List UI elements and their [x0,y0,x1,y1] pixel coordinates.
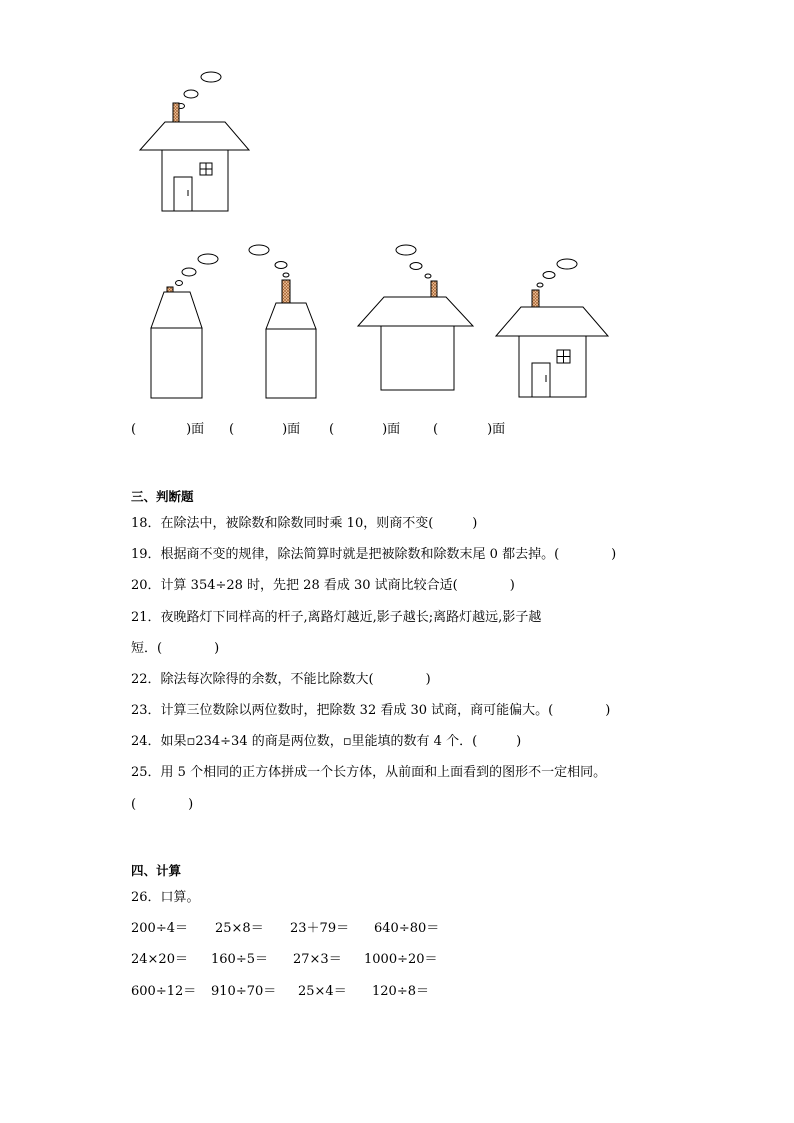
roof [140,122,249,150]
chimney [282,280,290,304]
smoke-puff [543,272,555,279]
calc-item[interactable]: 24×20＝ [131,952,188,967]
question-20[interactable]: 20．计算 354÷28 时，先把 28 看成 30 试商比较合适( ) [131,578,515,593]
wall [519,336,586,397]
calc-item[interactable]: 25×4＝ [298,984,347,999]
question-21[interactable]: 21．夜晚路灯下同样高的杆子,离路灯越近,影子越长;离路灯越远,影子越 [131,610,542,625]
smoke-puff [396,245,416,255]
calc-item[interactable]: 640÷80＝ [374,921,440,936]
calc-item[interactable]: 600÷12＝ [131,984,197,999]
question-26: 26．口算。 [131,890,200,905]
smoke-puff [425,274,431,278]
calc-item[interactable]: 27×3＝ [293,952,342,967]
view-house-2 [249,245,316,398]
view-label-4: ( )面 [433,422,506,437]
reference-house [140,72,249,211]
calc-item[interactable]: 910÷70＝ [211,984,277,999]
wall [381,326,454,390]
view-label-1: ( )面 [131,422,205,437]
view-label-3: ( )面 [329,422,401,437]
view-house-3 [358,245,473,390]
chimney [431,281,437,297]
house-figures [0,0,794,450]
smoke-puff [557,259,577,269]
question-18[interactable]: 18．在除法中，被除数和除数同时乘 10，则商不变( ) [131,516,478,531]
calc-item[interactable]: 23＋79＝ [290,921,350,936]
roof-side [266,303,316,329]
section-heading-judgement: 三、判断题 [131,489,194,504]
wall [151,328,202,398]
calc-item[interactable]: 1000÷20＝ [364,952,438,967]
question-19[interactable]: 19．根据商不变的规律，除法简算时就是把被除数和除数末尾 0 都去掉。( ) [131,547,617,562]
wall [162,150,228,211]
smoke-puff [182,268,196,276]
calc-item[interactable]: 120÷8＝ [372,984,429,999]
view-house-4 [496,259,608,397]
question-24[interactable]: 24．如果▫234÷34 的商是两位数，▫里能填的数有 4 个．( ) [131,734,522,749]
roof [358,297,473,326]
question-25[interactable]: 25．用 5 个相同的正方体拼成一个长方体，从前面和上面看到的图形不一定相同。 [131,765,607,780]
smoke-puff [249,245,269,255]
smoke-puff [184,90,198,98]
question-21-continued[interactable]: 短．( ) [131,641,220,656]
roof [496,307,608,336]
wall [266,329,316,398]
question-22[interactable]: 22．除法每次除得的余数，不能比除数大( ) [131,672,431,687]
question-25-answer[interactable]: ( ) [131,797,194,812]
smoke-puff [283,273,289,277]
view-label-2: ( )面 [229,422,301,437]
calc-item[interactable]: 200÷4＝ [131,921,188,936]
question-23[interactable]: 23．计算三位数除以两位数时，把除数 32 看成 30 试商，商可能偏大。( ) [131,703,611,718]
section-heading-calculation: 四、计算 [131,863,182,878]
smoke-puff [410,263,422,270]
smoke-puff [201,72,221,82]
smoke-puff [176,281,183,286]
smoke-puff [537,283,543,287]
roof-side [151,292,202,328]
smoke-puff [198,254,218,264]
smoke-puff [275,262,287,269]
view-house-1 [151,254,218,398]
calc-item[interactable]: 160÷5＝ [211,952,268,967]
calc-item[interactable]: 25×8＝ [215,921,264,936]
